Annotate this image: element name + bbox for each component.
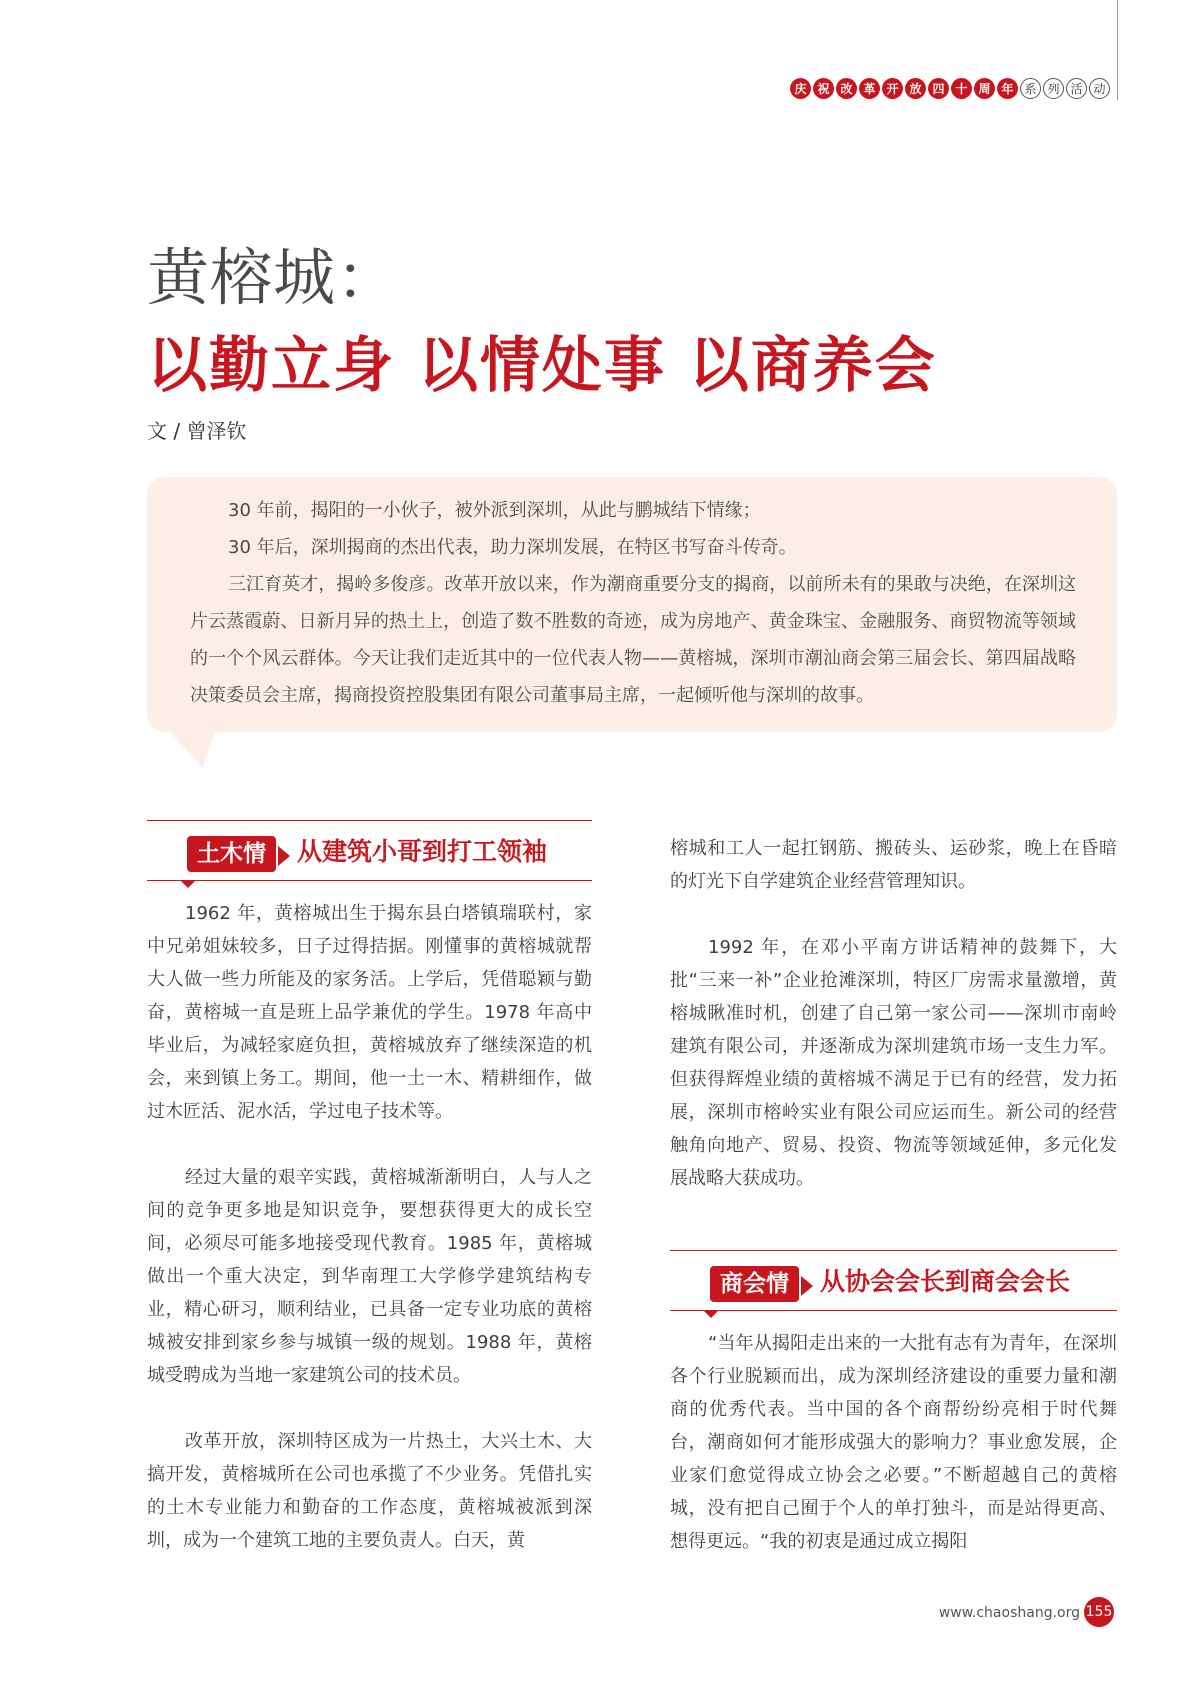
section1-top-rule	[147, 820, 592, 821]
article-title-motto: 以勤立身 以情处事 以商养会	[147, 331, 937, 401]
section2-tag: 商会情	[710, 1266, 799, 1302]
section2-bottom-rule	[670, 1310, 1117, 1311]
left-column	[147, 897, 592, 1557]
section2-top-rule	[670, 1250, 1117, 1251]
section2-arrow-icon	[801, 1276, 813, 1296]
body-paragraph: 1992 年，在邓小平南方讲话精神的鼓舞下，大批“三来一补”企业抢滩深圳，特区厂房需求量激增，黄榕城瞅准时机，创建了自己第一家公司——深圳市南岭建筑有限公司，并逐渐成为深圳建筑市场一支生力军。但获得辉煌业绩的黄榕城不满足于已有的经营，发力拓展，深圳市榕岭实业有限公司应运而生。新公司的经营触角向地产、贸易、投资、物流等领域延伸，多元化发展战略大获成功。	[670, 937, 1117, 1189]
body-paragraph: 经过大量的艰辛实践，黄榕城渐渐明白，人与人之间的竞争更多地是知识竞争，要想获得更大的成长空间，必须尽可能多地接受现代教育。1985 年，黄榕城做出一个重大决定，到华南理工大学修学建筑结构专业，精心研习，顺利结业，已具备一定专业功底的黄榕城被安排到家乡参与城镇一级的规划。1988 年，黄榕城受聘成为当地一家建筑公司的技术员。	[147, 1167, 592, 1386]
intro-paragraph: 30 年前，揭阳的一小伙子，被外派到深圳，从此与鹏城结下情缘；	[228, 500, 761, 521]
article-author: 文 / 曾泽钦	[147, 419, 247, 443]
intro-box-tail	[168, 730, 228, 768]
section2-subtitle: 从协会会长到商会会长	[820, 1267, 1071, 1296]
series-char: 周	[974, 78, 995, 99]
series-char: 祝	[813, 78, 834, 99]
series-char: 放	[905, 78, 926, 99]
header-divider	[1117, 0, 1118, 100]
series-char-outline: 系	[1020, 78, 1041, 99]
intro-paragraph: 30 年后，深圳揭商的杰出代表，助力深圳发展，在特区书写奋斗传奇。	[228, 537, 797, 558]
intro-paragraph: 三江育英才，揭岭多俊彦。改革开放以来，作为潮商重要分支的揭商，以前所未有的果敢与决绝，在深圳这片云蒸霞蔚、日新月异的热土上，创造了数不胜数的奇迹，成为房地产、黄金珠宝、金融服务、商贸物流等领域的一个个风云群体。今天让我们走近其中的一位代表人物——黄榕城，深圳市潮汕商会第三届会长、第四届战略决策委员会主席，揭商投资控股集团有限公司董事局主席，一起倾听他与深圳的故事。	[190, 574, 1076, 706]
series-char: 年	[997, 78, 1018, 99]
series-badge	[790, 78, 1110, 99]
page-number: 155	[1084, 1597, 1114, 1627]
series-char: 十	[951, 78, 972, 99]
right-column	[670, 832, 1117, 1195]
footer-website: www.chaoshang.org	[938, 1605, 1080, 1621]
section1-tag: 土木情	[187, 836, 276, 872]
series-char-outline: 活	[1066, 78, 1087, 99]
series-char: 开	[882, 78, 903, 99]
right-column-section2	[670, 1327, 1117, 1558]
section1-subtitle: 从建筑小哥到打工领袖	[297, 837, 548, 866]
series-char: 庆	[790, 78, 811, 99]
section2-notch	[703, 1310, 719, 1318]
body-paragraph: 改革开放，深圳特区成为一片热土，大兴土木、大搞开发，黄榕城所在公司也承揽了不少业务。凭借扎实的土木专业能力和勤奋的工作态度，黄榕城被派到深圳，成为一个建筑工地的主要负责人。白天，黄	[147, 1431, 592, 1551]
article-title-name: 黄榕城：	[147, 241, 400, 314]
series-char: 改	[836, 78, 857, 99]
series-char-outline: 动	[1089, 78, 1110, 99]
body-paragraph: 榕城和工人一起扛钢筋、搬砖头、运砂浆，晚上在昏暗的灯光下自学建筑企业经营管理知识。	[670, 838, 1117, 892]
series-char-outline: 列	[1043, 78, 1064, 99]
series-char: 革	[859, 78, 880, 99]
body-paragraph: “当年从揭阳走出来的一大批有志有为青年，在深圳各个行业脱颖而出，成为深圳经济建设的重要力量和潮商的优秀代表。当中国的各个商帮纷纷亮相于时代舞台，潮商如何才能形成强大的影响力？事业愈发展，企业家们愈觉得成立协会之必要。”不断超越自己的黄榕城，没有把自己囿于个人的单打独斗，而是站得更高、想得更远。“我的初衷是通过成立揭阳	[670, 1333, 1117, 1552]
section1-notch	[180, 880, 196, 888]
series-char: 四	[928, 78, 949, 99]
section1-bottom-rule	[147, 880, 592, 881]
body-paragraph: 1962 年，黄榕城出生于揭东县白塔镇瑞联村，家中兄弟姐妹较多，日子过得拮据。刚懂事的黄榕城就帮大人做一些力所能及的家务活。上学后，凭借聪颖与勤奋，黄榕城一直是班上品学兼优的学生。1978 年高中毕业后，为减轻家庭负担，黄榕城放弃了继续深造的机会，来到镇上务工。期间，他一土一木、精耕细作，做过木匠活、泥水活，学过电子技术等。	[147, 903, 592, 1122]
intro-text	[190, 492, 1076, 714]
section1-arrow-icon	[278, 846, 290, 866]
